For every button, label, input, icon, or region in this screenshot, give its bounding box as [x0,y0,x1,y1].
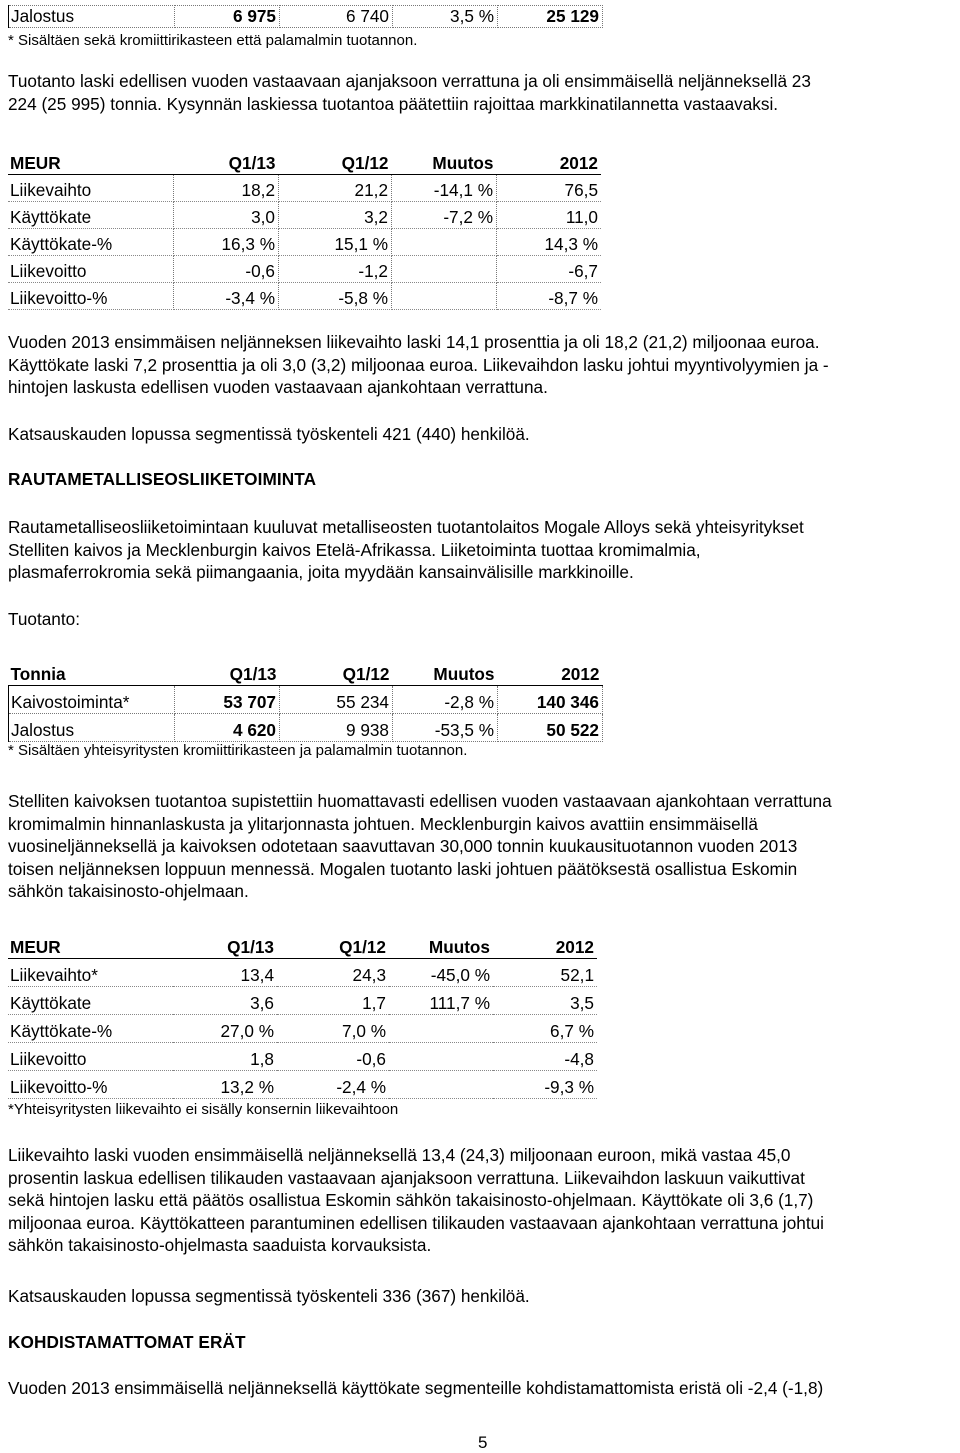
table-cell: 14,3 % [497,228,602,255]
paragraph-production [8,70,811,115]
table-cell: 3,2 [279,201,392,228]
section-heading: KOHDISTAMATTOMAT ERÄT [8,1332,246,1352]
table-cell [392,282,497,309]
table-cell: 27,0 % [173,1014,277,1042]
table-cell: -3,4 % [174,282,279,309]
paragraph-segment-intro [8,516,804,584]
paragraph-revenue [8,331,829,399]
table-row [8,201,601,228]
table-cell: 4 620 [175,713,280,741]
row-label: Käyttökate-% [8,228,174,255]
table-cell: 76,5 [497,174,602,201]
table-row [8,986,597,1014]
row-label: Jalostus [9,713,175,741]
table-cell: 13,4 [173,958,277,986]
table-header-row [9,658,603,685]
table-cell: 13,2 % [173,1070,277,1098]
text-line: 224 (25 995) tonnia. Kysynnän laskiessa tuotantoa päätettiin rajoittaa markkinatilannetta vastaavaksi. [8,93,779,114]
cell-q1-12: 6 740 [280,6,393,28]
text-line: sekä hintojen lasku että päätös osallistua Eskomin sähkön takaisinosto-ohjelmaan. Käyttökate oli 3,6 (1,7) [8,1190,814,1210]
table-cell: 1,7 [277,986,389,1014]
table-cell [392,255,497,282]
header-cell: Q1/12 [277,931,389,958]
page-number: 5 [478,1433,488,1452]
table-cell: 9 938 [280,713,393,741]
table-cell: -0,6 [277,1042,389,1070]
table-row [9,685,603,713]
text-line: Rautametalliseosliiketoimintaan kuuluvat metalliseosten tuotantolaitos Mogale Alloys sekä yhteisyritykset [8,517,804,537]
table-cell: 3,0 [174,201,279,228]
table-row [9,713,603,741]
paragraph-segment-revenue [8,1144,824,1257]
cell-change: 3,5 % [393,6,498,28]
table-cell: -8,7 % [497,282,602,309]
table-cell: -1,2 [279,255,392,282]
text-line: hintojen laskusta edellisen vuoden vastaavaan ajankohtaan verrattuna. [8,377,548,397]
row-label: Liikevoitto [8,255,174,282]
table-cell: -53,5 % [393,713,498,741]
table-cell: 15,1 % [279,228,392,255]
table-cell: 3,5 [493,986,597,1014]
header-cell: Q1/12 [280,658,393,685]
table-header-row [8,931,597,958]
financials-table-2 [8,931,597,1099]
table-header-row [8,147,601,174]
header-cell: Q1/13 [175,658,280,685]
header-cell: MEUR [8,931,173,958]
row-label: Jalostus [9,6,175,28]
production-label: Tuotanto: [8,609,80,629]
production-table [8,658,603,742]
table-cell: 7,0 % [277,1014,389,1042]
financials-table-1 [8,147,601,310]
row-label: Liikevoitto-% [8,282,174,309]
text-line: plasmaferrokromia sekä piimangaania, joita myydään kansainvälisille markkinoille. [8,562,634,582]
header-cell: Muutos [389,931,493,958]
table-cell: 52,1 [493,958,597,986]
table-cell: 1,8 [173,1042,277,1070]
table-cell: 55 234 [280,685,393,713]
row-label: Kaivostoiminta* [9,685,175,713]
table-cell: 53 707 [175,685,280,713]
table-row [8,958,597,986]
table-footnote: *Yhteisyritysten liikevaihto ei sisälly konsernin liikevaihtoon [8,1101,399,1118]
text-line: kromimalmin hinnanlaskusta ja ylitarjonnasta johtuen. Mecklenburgin kaivos avattiin ensimmäisellä [8,813,758,834]
table-cell: -0,6 [174,255,279,282]
row-label: Liikevaihto* [8,958,173,986]
table-cell: 18,2 [174,174,279,201]
table-cell [389,1042,493,1070]
text-line: prosentin laskua edellisen tilikauden vastaavaan ajanjaksoon verrattuna. Liikevaihdon laskuun vaikuttivat [8,1167,805,1188]
row-label: Käyttökate-% [8,1014,173,1042]
text-line: Käyttökate laski 7,2 prosenttia ja oli 3,0 (3,2) miljoonaa euroa. Liikevaihdon lasku johtui myyntivolyymien ja - [8,354,829,375]
paragraph-personnel-2: Katsauskauden lopussa segmentissä työskenteli 336 (367) henkilöä. [8,1286,530,1306]
header-cell: Muutos [392,147,497,174]
header-cell: Muutos [393,658,498,685]
table-cell: -14,1 % [392,174,497,201]
row-label: Käyttökate [8,201,174,228]
table-cell: -45,0 % [389,958,493,986]
row-label: Liikevoitto-% [8,1070,173,1098]
paragraph-unallocated: Vuoden 2013 ensimmäisellä neljänneksellä käyttökate segmenteille kohdistamattomista eristä oli -2,4 (-1,8) [8,1378,824,1398]
table-cell: -2,4 % [277,1070,389,1098]
header-cell: Q1/12 [279,147,392,174]
table-cell: 140 346 [498,685,603,713]
paragraph-personnel: Katsauskauden lopussa segmentissä työskenteli 421 (440) henkilöä. [8,424,530,444]
table-cell: 24,3 [277,958,389,986]
table-cell: 6,7 % [493,1014,597,1042]
table-row [8,255,601,282]
table-cell: 50 522 [498,713,603,741]
header-cell: 2012 [497,147,602,174]
row-label: Liikevaihto [8,174,174,201]
table-cell: -6,7 [497,255,602,282]
header-cell: 2012 [493,931,597,958]
table-cell: 21,2 [279,174,392,201]
text-line: vuosineljänneksellä ja kaivoksen odotetaan saavuttavan 30,000 tonnin kuukausituotannon vuoden 2013 [8,836,798,856]
row-label: Käyttökate [8,986,173,1014]
text-line: sähkön takaisinosto-ohjelmaan. [8,881,249,901]
cell-q1-13: 6 975 [175,6,280,28]
header-cell: Q1/13 [173,931,277,958]
text-line: Vuoden 2013 ensimmäisen neljänneksen liikevaihto laski 14,1 prosenttia ja oli 18,2 (21,2) miljoonaa euroa. [8,332,820,352]
text-line: Liikevaihto laski vuoden ensimmäisellä neljänneksellä 13,4 (24,3) miljoonaan euroon, mikä vastaa 45,0 [8,1145,791,1165]
header-cell: 2012 [498,658,603,685]
table-row [8,1042,597,1070]
table-footnote: * Sisältäen yhteisyritysten kromiittirikasteen ja palamalmin tuotannon. [8,742,468,759]
table-footnote: * Sisältäen sekä kromiittirikasteen että palamalmin tuotannon. [8,32,418,49]
paragraph-mines [8,790,832,903]
table-cell [389,1014,493,1042]
table-cell: 111,7 % [389,986,493,1014]
table-cell: 3,6 [173,986,277,1014]
table-row [9,6,603,28]
cell-2012: 25 129 [498,6,603,28]
table-cell: -7,2 % [392,201,497,228]
table-cell [389,1070,493,1098]
table-row [8,174,601,201]
table-cell: -5,8 % [279,282,392,309]
header-cell: Tonnia [9,658,175,685]
text-line: Stelliten kaivos ja Mecklenburgin kaivos Etelä-Afrikassa. Liiketoiminta tuottaa kromimalmia, [8,539,701,560]
table-cell: -9,3 % [493,1070,597,1098]
table-cell: -2,8 % [393,685,498,713]
table-cell [392,228,497,255]
text-line: Stelliten kaivoksen tuotantoa supistettiin huomattavasti edellisen vuoden vastaavaan ajankohtaan verrattuna [8,791,832,811]
top-production-table [8,5,603,28]
table-row [8,1070,597,1098]
table-cell: -4,8 [493,1042,597,1070]
text-line: toisen neljänneksen loppuun mennessä. Mogalen tuotanto laski johtuen päätöksestä osallistua Eskomin [8,858,798,879]
text-line: Tuotanto laski edellisen vuoden vastaavaan ajanjaksoon verrattuna ja oli ensimmäisellä neljänneksellä 23 [8,71,811,91]
table-row [8,228,601,255]
table-row [8,1014,597,1042]
section-heading: RAUTAMETALLISEOSLIIKETOIMINTA [8,469,317,489]
text-line: miljoonaa euroa. Käyttökatteen parantuminen edellisen tilikauden vastaavaan ajankohtaan verrattuna johtui [8,1212,824,1233]
header-cell: Q1/13 [174,147,279,174]
row-label: Liikevoitto [8,1042,173,1070]
table-cell: 16,3 % [174,228,279,255]
header-cell: MEUR [8,147,174,174]
table-row [8,282,601,309]
table-cell: 11,0 [497,201,602,228]
text-line: sähkön takaisinosto-ohjelmasta saaduista korvauksista. [8,1235,432,1255]
